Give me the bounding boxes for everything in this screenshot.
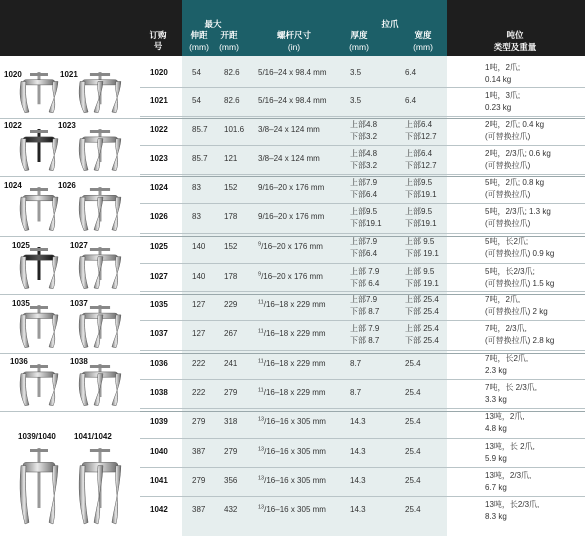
model-number: 1037 bbox=[150, 329, 168, 338]
row-divider bbox=[140, 145, 585, 146]
group-row-divider bbox=[140, 118, 585, 119]
spread-value: 229 bbox=[224, 300, 238, 309]
header-width: 宽度 bbox=[414, 30, 432, 40]
gear-puller-icon bbox=[72, 247, 128, 291]
reach-value: 387 bbox=[192, 505, 206, 514]
row-divider bbox=[140, 233, 585, 234]
screw-fraction-numerator: 9 bbox=[258, 241, 262, 248]
tool-model-label: 1025 bbox=[12, 241, 30, 250]
tonnage-value: 3.3 kg bbox=[485, 395, 507, 404]
tonnage-value: 7吨，2/3爪, bbox=[485, 324, 527, 333]
gear-puller-icon bbox=[14, 448, 64, 528]
spread-value: 121 bbox=[224, 154, 238, 163]
model-number: 1023 bbox=[150, 154, 168, 163]
width-value: 25.4 bbox=[405, 447, 421, 456]
thickness-value: 下部 8.7 bbox=[350, 336, 380, 345]
gear-puller-icon bbox=[14, 305, 64, 350]
group-row-divider bbox=[140, 353, 585, 354]
group-row-divider bbox=[140, 294, 585, 295]
screw-size bbox=[258, 182, 324, 193]
tonnage-value: 13吨，长 2爪, bbox=[485, 442, 535, 451]
thickness-value: 下部19.1 bbox=[350, 219, 382, 228]
screw-fraction-numerator: 13 bbox=[258, 416, 265, 423]
group-row-divider bbox=[140, 411, 585, 412]
reach-value: 83 bbox=[192, 212, 201, 221]
screw-size bbox=[258, 328, 326, 339]
reach-value: 85.7 bbox=[192, 125, 208, 134]
model-number: 1024 bbox=[150, 183, 168, 192]
tool-model-label: 1021 bbox=[60, 70, 78, 79]
screw-size-text: /16–18 x 229 mm bbox=[263, 388, 326, 397]
gear-puller-icon bbox=[14, 129, 64, 173]
tonnage-value: (可替换拉爪) bbox=[485, 132, 531, 141]
reach-value: 54 bbox=[192, 96, 201, 105]
thickness-value: 下部3.2 bbox=[350, 132, 378, 141]
screw-fraction-numerator: 13 bbox=[258, 446, 265, 453]
row-divider bbox=[140, 496, 585, 497]
thickness-value: 下部 6.4 bbox=[350, 279, 380, 288]
thickness-value: 上部4.8 bbox=[350, 120, 378, 129]
header-type-weight: 类型及重量 bbox=[493, 42, 537, 52]
row-divider bbox=[140, 408, 585, 409]
gear-puller-icon bbox=[72, 364, 128, 408]
group-row-divider bbox=[140, 236, 585, 237]
tonnage-value: 1吨，2爪; bbox=[485, 63, 521, 72]
reach-value: 387 bbox=[192, 447, 206, 456]
header-spread-unit: (mm) bbox=[219, 42, 239, 52]
screw-size bbox=[258, 95, 326, 106]
row-divider bbox=[140, 174, 585, 175]
tool-model-label: 1022 bbox=[4, 121, 22, 130]
screw-size-text: /16–16 x 305 mm bbox=[264, 417, 326, 426]
model-number: 1026 bbox=[150, 212, 168, 221]
header-reach-unit: (mm) bbox=[189, 42, 209, 52]
thickness-value: 上部7.9 bbox=[350, 237, 378, 246]
row-divider bbox=[140, 350, 585, 351]
screw-size bbox=[258, 504, 326, 515]
tool-model-label: 1039/1040 bbox=[18, 432, 56, 441]
screw-fraction-numerator: 11 bbox=[258, 387, 264, 394]
reach-value: 279 bbox=[192, 476, 206, 485]
model-number: 1035 bbox=[150, 300, 168, 309]
screw-size bbox=[258, 153, 320, 164]
screw-size bbox=[258, 416, 326, 427]
width-value: 上部 9.5 bbox=[405, 267, 435, 276]
tonnage-value: (可替换拉爪) 0.9 kg bbox=[485, 249, 555, 258]
tonnage-value: (可替换拉爪) 2.8 kg bbox=[485, 336, 555, 345]
model-number: 1042 bbox=[150, 505, 168, 514]
gear-puller-icon bbox=[14, 187, 64, 233]
spread-value: 279 bbox=[224, 388, 238, 397]
gear-puller-icon bbox=[14, 247, 64, 291]
thickness-value: 8.7 bbox=[350, 388, 362, 397]
tonnage-value: 13吨，长2/3爪, bbox=[485, 500, 540, 509]
spread-value: 432 bbox=[224, 505, 238, 514]
gear-puller-icon bbox=[72, 187, 128, 233]
width-value: 25.4 bbox=[405, 359, 421, 368]
header-thickness: 厚度 bbox=[350, 30, 368, 40]
screw-fraction-numerator: 11 bbox=[258, 358, 264, 365]
spread-value: 356 bbox=[224, 476, 238, 485]
screw-size bbox=[258, 124, 320, 135]
tonnage-value: (可替换拉爪) 1.5 kg bbox=[485, 279, 555, 288]
tool-model-label: 1024 bbox=[4, 181, 22, 190]
tonnage-value: 5.9 kg bbox=[485, 454, 507, 463]
width-value: 上部9.5 bbox=[405, 178, 433, 187]
row-divider bbox=[140, 379, 585, 380]
width-value: 6.4 bbox=[405, 68, 417, 77]
row-divider bbox=[140, 116, 585, 117]
screw-size bbox=[258, 241, 323, 252]
gear-puller-icon bbox=[72, 72, 128, 115]
row-divider bbox=[140, 203, 585, 204]
thickness-value: 14.3 bbox=[350, 417, 366, 426]
header-screw: 螺杆尺寸 bbox=[276, 30, 311, 40]
tonnage-value: 4.8 kg bbox=[485, 424, 507, 433]
spread-value: 178 bbox=[224, 212, 238, 221]
screw-size-text: /16–20 x 176 mm bbox=[261, 272, 323, 281]
model-number: 1036 bbox=[150, 359, 168, 368]
tonnage-value: 5吨，长2/3爪; bbox=[485, 267, 535, 276]
screw-fraction-numerator: 13 bbox=[258, 504, 265, 511]
spread-value: 178 bbox=[224, 272, 238, 281]
model-number: 1027 bbox=[150, 272, 168, 281]
header-order-no: 订购号 bbox=[149, 30, 167, 51]
model-number: 1025 bbox=[150, 242, 168, 251]
width-value: 下部 25.4 bbox=[405, 336, 439, 345]
header-jaw: 拉爪 bbox=[381, 19, 399, 29]
width-value: 上部6.4 bbox=[405, 120, 433, 129]
gear-puller-icon bbox=[72, 305, 128, 350]
spread-value: 241 bbox=[224, 359, 238, 368]
tonnage-value: 8.3 kg bbox=[485, 512, 507, 521]
model-number: 1041 bbox=[150, 476, 168, 485]
spread-value: 267 bbox=[224, 329, 238, 338]
width-value: 下部19.1 bbox=[405, 190, 437, 199]
tool-model-label: 1023 bbox=[58, 121, 76, 130]
tonnage-value: 7吨，长2爪, bbox=[485, 354, 529, 363]
screw-size-text: /16–16 x 305 mm bbox=[264, 505, 326, 514]
tonnage-value: 2吨，2爪; 0.4 kg bbox=[485, 120, 545, 129]
tool-model-label: 1036 bbox=[10, 357, 28, 366]
tool-model-label: 1041/1042 bbox=[74, 432, 112, 441]
spread-value: 82.6 bbox=[224, 96, 240, 105]
reach-value: 222 bbox=[192, 359, 206, 368]
row-divider bbox=[140, 87, 585, 88]
reach-value: 140 bbox=[192, 272, 206, 281]
screw-size-text: 5/16–24 x 98.4 mm bbox=[258, 96, 327, 105]
tonnage-value: (可替换拉爪) 2 kg bbox=[485, 307, 548, 316]
header-spread: 开距 bbox=[220, 30, 238, 40]
thickness-value: 下部6.4 bbox=[350, 249, 378, 258]
screw-size-text: /16–18 x 229 mm bbox=[263, 359, 326, 368]
screw-fraction-numerator: 11 bbox=[258, 328, 264, 335]
reach-value: 83 bbox=[192, 183, 201, 192]
reach-value: 54 bbox=[192, 68, 201, 77]
screw-size-text: 5/16–24 x 98.4 mm bbox=[258, 68, 327, 77]
reach-value: 127 bbox=[192, 300, 206, 309]
tonnage-value: (可替换拉爪) bbox=[485, 161, 531, 170]
model-number: 1040 bbox=[150, 447, 168, 456]
tonnage-value: 7吨，长 2/3爪, bbox=[485, 383, 538, 392]
thickness-value: 14.3 bbox=[350, 476, 366, 485]
row-divider bbox=[140, 438, 585, 439]
thickness-value: 上部9.5 bbox=[350, 207, 378, 216]
thickness-value: 下部6.4 bbox=[350, 190, 378, 199]
screw-fraction-numerator: 13 bbox=[258, 475, 265, 482]
header-screw-unit: (in) bbox=[287, 42, 301, 52]
gear-puller-icon bbox=[72, 129, 128, 173]
header-width-unit: (mm) bbox=[413, 42, 433, 52]
thickness-value: 上部 7.9 bbox=[350, 324, 380, 333]
screw-size-text: /16–20 x 176 mm bbox=[261, 242, 323, 251]
screw-size bbox=[258, 271, 323, 282]
width-value: 上部 25.4 bbox=[405, 324, 439, 333]
width-value: 上部 9.5 bbox=[405, 237, 435, 246]
tool-model-label: 1035 bbox=[12, 299, 30, 308]
tonnage-value: 2吨，2/3爪; 0.6 kg bbox=[485, 149, 551, 158]
tool-model-label: 1027 bbox=[70, 241, 88, 250]
screw-size bbox=[258, 387, 326, 398]
screw-size bbox=[258, 299, 326, 310]
group-row-divider bbox=[140, 176, 585, 177]
width-value: 25.4 bbox=[405, 505, 421, 514]
width-value: 上部9.5 bbox=[405, 207, 433, 216]
row-divider bbox=[140, 291, 585, 292]
thickness-value: 上部7.9 bbox=[350, 295, 378, 304]
thickness-value: 14.3 bbox=[350, 447, 366, 456]
tonnage-value: 1吨，3爪; bbox=[485, 91, 521, 100]
tonnage-value: 5吨，2爪; 0.8 kg bbox=[485, 178, 545, 187]
group-divider bbox=[0, 353, 140, 354]
thickness-value: 下部 8.7 bbox=[350, 307, 380, 316]
spread-value: 318 bbox=[224, 417, 238, 426]
width-value: 25.4 bbox=[405, 388, 421, 397]
tonnage-value: 5吨，长2爪; bbox=[485, 237, 529, 246]
model-number: 1022 bbox=[150, 125, 168, 134]
screw-size-text: /16–16 x 305 mm bbox=[264, 447, 326, 456]
header-reach: 伸距 bbox=[190, 30, 208, 40]
width-value: 下部12.7 bbox=[405, 132, 437, 141]
width-value: 下部 19.1 bbox=[405, 249, 439, 258]
tonnage-value: 6.7 kg bbox=[485, 483, 507, 492]
width-value: 上部6.4 bbox=[405, 149, 433, 158]
thickness-value: 3.5 bbox=[350, 96, 362, 105]
model-number: 1038 bbox=[150, 388, 168, 397]
header-tonnage: 吨位 bbox=[506, 30, 524, 40]
screw-size-text: /16–18 x 229 mm bbox=[263, 329, 326, 338]
width-value: 下部 19.1 bbox=[405, 279, 439, 288]
model-number: 1039 bbox=[150, 417, 168, 426]
group-divider bbox=[0, 118, 140, 119]
thickness-value: 14.3 bbox=[350, 505, 366, 514]
row-divider bbox=[140, 467, 585, 468]
screw-size bbox=[258, 67, 326, 78]
tonnage-value: (可替换拉爪) bbox=[485, 219, 531, 228]
group-divider bbox=[0, 294, 140, 295]
reach-value: 279 bbox=[192, 417, 206, 426]
tonnage-value: 7吨，2爪, bbox=[485, 295, 521, 304]
spread-value: 101.6 bbox=[224, 125, 245, 134]
tonnage-value: (可替换拉爪) bbox=[485, 190, 531, 199]
row-divider bbox=[140, 263, 585, 264]
tool-model-label: 1020 bbox=[4, 70, 22, 79]
tool-model-label: 1038 bbox=[70, 357, 88, 366]
spread-value: 152 bbox=[224, 242, 238, 251]
thickness-value: 下部3.2 bbox=[350, 161, 378, 170]
screw-size-text: /16–18 x 229 mm bbox=[263, 300, 326, 309]
width-value: 下部19.1 bbox=[405, 219, 437, 228]
reach-value: 222 bbox=[192, 388, 206, 397]
group-divider bbox=[0, 411, 140, 412]
thickness-value: 上部7.9 bbox=[350, 178, 378, 187]
thickness-value: 8.7 bbox=[350, 359, 362, 368]
width-value: 上部 25.4 bbox=[405, 295, 439, 304]
width-value: 25.4 bbox=[405, 476, 421, 485]
model-number: 1020 bbox=[150, 68, 168, 77]
group-divider bbox=[0, 236, 140, 237]
reach-value: 127 bbox=[192, 329, 206, 338]
width-value: 6.4 bbox=[405, 96, 417, 105]
screw-size-text: 9/16–20 x 176 mm bbox=[258, 183, 325, 192]
gear-puller-icon bbox=[14, 364, 64, 408]
width-value: 下部12.7 bbox=[405, 161, 437, 170]
screw-fraction-numerator: 11 bbox=[258, 299, 264, 306]
screw-fraction-numerator: 9 bbox=[258, 271, 262, 278]
gear-puller-icon bbox=[72, 448, 128, 528]
model-number: 1021 bbox=[150, 96, 168, 105]
reach-value: 140 bbox=[192, 242, 206, 251]
tool-model-label: 1037 bbox=[70, 299, 88, 308]
spread-value: 82.6 bbox=[224, 68, 240, 77]
screw-size bbox=[258, 446, 326, 457]
spread-value: 152 bbox=[224, 183, 238, 192]
tonnage-value: 5吨，2/3爪; 1.3 kg bbox=[485, 207, 551, 216]
group-divider bbox=[0, 176, 140, 177]
screw-size-text: /16–16 x 305 mm bbox=[264, 476, 326, 485]
spread-value: 279 bbox=[224, 447, 238, 456]
screw-size-text: 9/16–20 x 176 mm bbox=[258, 212, 325, 221]
tonnage-value: 13吨，2爪, bbox=[485, 412, 525, 421]
thickness-value: 3.5 bbox=[350, 68, 362, 77]
header-thickness-unit: (mm) bbox=[349, 42, 369, 52]
screw-size bbox=[258, 358, 326, 369]
tonnage-value: 0.23 kg bbox=[485, 103, 512, 112]
tonnage-value: 13吨，2/3爪, bbox=[485, 471, 532, 480]
tonnage-value: 0.14 kg bbox=[485, 75, 512, 84]
header-max: 最大 bbox=[204, 19, 222, 29]
thickness-value: 上部 7.9 bbox=[350, 267, 380, 276]
screw-size-text: 3/8–24 x 124 mm bbox=[258, 125, 320, 134]
reach-value: 85.7 bbox=[192, 154, 208, 163]
screw-size bbox=[258, 211, 324, 222]
width-value: 下部 25.4 bbox=[405, 307, 439, 316]
screw-size-text: 3/8–24 x 124 mm bbox=[258, 154, 320, 163]
row-divider bbox=[140, 320, 585, 321]
thickness-value: 上部4.8 bbox=[350, 149, 378, 158]
tonnage-value: 2.3 kg bbox=[485, 366, 507, 375]
screw-size bbox=[258, 475, 326, 486]
tool-model-label: 1026 bbox=[58, 181, 76, 190]
width-value: 25.4 bbox=[405, 417, 421, 426]
